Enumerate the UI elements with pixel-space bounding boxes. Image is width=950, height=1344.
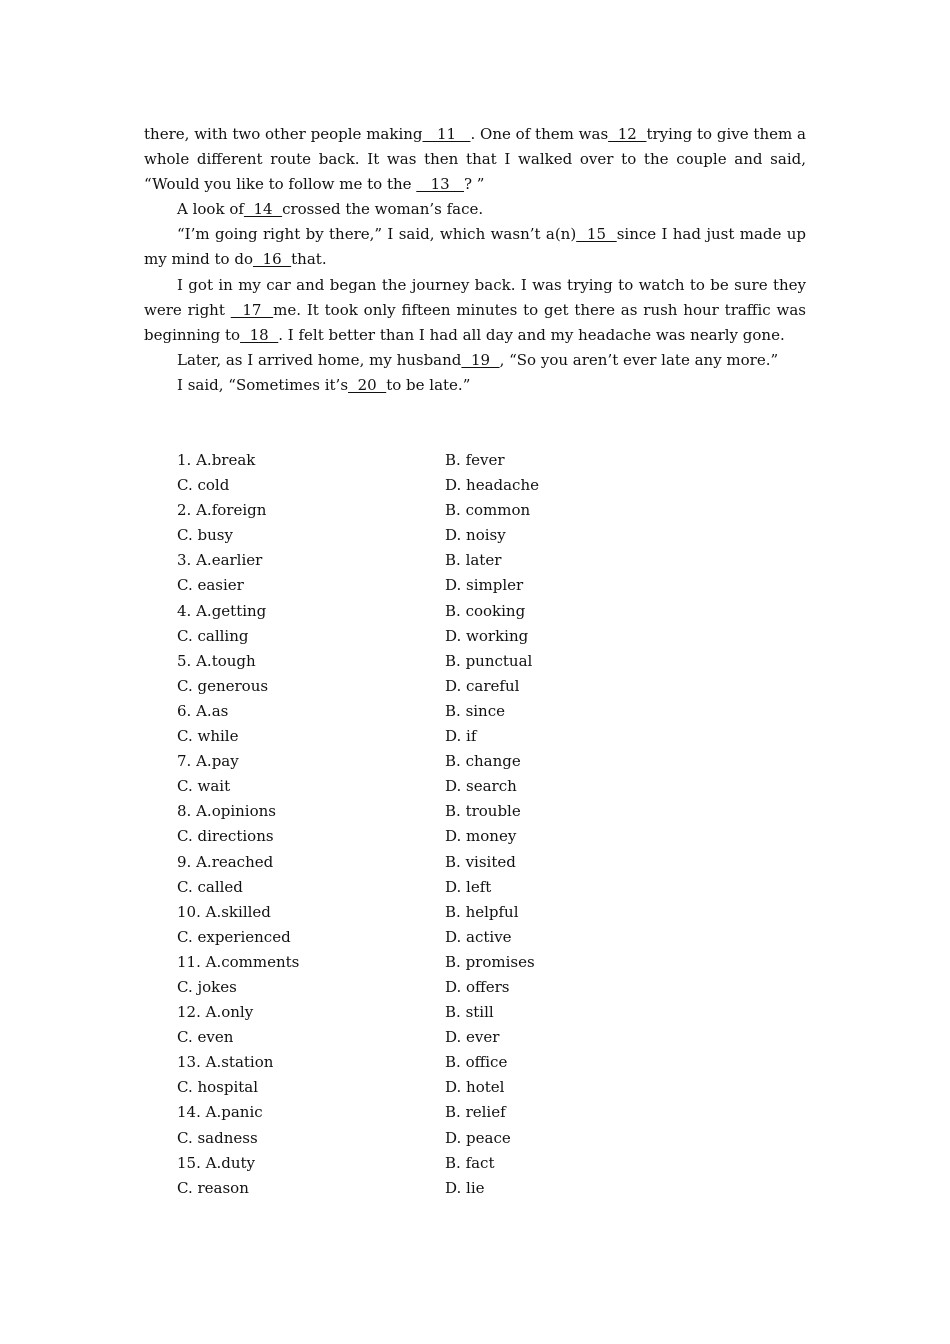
option-text: common (465, 501, 531, 520)
option-row (177, 900, 677, 925)
option-text: even (197, 1028, 234, 1047)
option-c (177, 523, 445, 548)
option-text: ever (466, 1028, 500, 1047)
option-letter: D. (445, 1128, 467, 1147)
option-letter: B. (445, 601, 466, 620)
option-text: 7. (177, 752, 192, 771)
option-letter: B. (445, 752, 466, 771)
option-letter: A. (191, 651, 212, 670)
passage-paragraph (144, 222, 806, 272)
option-letter: B. (445, 501, 466, 520)
option-text: lie (466, 1178, 485, 1197)
option-row (177, 1075, 677, 1100)
option-letter: C. (177, 777, 198, 796)
option-row (177, 523, 677, 548)
option-row (177, 749, 677, 774)
option-c (177, 724, 445, 749)
option-letter: D. (445, 576, 467, 595)
option-row (177, 724, 677, 749)
blank-number: 17 (230, 300, 274, 319)
option-text: 13. (177, 1053, 201, 1072)
option-row (177, 1000, 677, 1025)
option-text: if (466, 727, 477, 746)
option-letter: C. (177, 1128, 198, 1147)
option-text: break (211, 451, 256, 469)
option-letter: C. (177, 927, 198, 946)
option-b (445, 900, 677, 925)
passage-text: me. It took only fifteen minutes to get there as rush hour traffic was beginning to (144, 300, 806, 344)
option-text: search (466, 777, 517, 796)
option-d (445, 824, 677, 849)
option-row (177, 649, 677, 674)
option-text: 6. (177, 701, 192, 720)
option-text: 1. (177, 451, 192, 469)
option-text: as (211, 701, 229, 720)
passage-paragraph (144, 373, 806, 398)
option-row (177, 875, 677, 900)
option-letter: B. (445, 451, 466, 469)
option-text: cold (197, 476, 230, 495)
passage-text: ? ” (463, 175, 485, 194)
option-text: still (465, 1003, 494, 1022)
option-row (177, 699, 677, 724)
passage-text: trying to give them a whole different route back. It was then that I walked over to the couple and said, “Would you like to follow me to the (144, 125, 806, 194)
option-letter: D. (445, 1078, 467, 1097)
option-letter: D. (445, 727, 467, 746)
option-text: later (465, 551, 502, 570)
option-letter: C. (177, 626, 198, 645)
option-text: hotel (466, 1078, 505, 1097)
option-d (445, 1126, 677, 1151)
option-row (177, 799, 677, 824)
option-a (177, 649, 445, 674)
option-text: trouble (465, 802, 521, 821)
option-letter: C. (177, 576, 198, 595)
option-a (177, 1050, 445, 1075)
option-b (445, 448, 677, 473)
option-row (177, 448, 677, 473)
passage-text: I said, “Sometimes it’s (177, 375, 349, 394)
option-letter: D. (445, 1178, 467, 1197)
passage-text: since I had just made up my mind to do (144, 225, 806, 269)
option-b (445, 1100, 677, 1125)
option-row (177, 774, 677, 799)
option-letter: A. (191, 852, 212, 871)
option-text: while (197, 727, 239, 746)
option-letter: C. (177, 877, 198, 896)
option-text: skilled (221, 902, 271, 921)
option-letter: D. (445, 626, 467, 645)
passage-text: , “So you aren’t ever late any more.” (499, 350, 779, 369)
option-a (177, 950, 445, 975)
option-a (177, 448, 445, 473)
option-b (445, 498, 677, 523)
option-text: careful (466, 676, 520, 695)
option-letter: A. (191, 451, 212, 469)
option-d (445, 523, 677, 548)
option-text: fact (465, 1153, 495, 1172)
option-text: busy (197, 526, 233, 545)
option-text: calling (197, 626, 249, 645)
passage-text: I got in my car and began the journey back. I was trying to watch to be sure they were right (144, 275, 806, 319)
option-text: getting (211, 601, 267, 620)
option-row (177, 624, 677, 649)
option-letter: A. (191, 701, 212, 720)
option-d (445, 975, 677, 1000)
option-c (177, 1126, 445, 1151)
option-text: left (466, 877, 492, 896)
option-c (177, 875, 445, 900)
option-letter: D. (445, 476, 467, 495)
option-d (445, 1075, 677, 1100)
option-row (177, 950, 677, 975)
option-b (445, 1000, 677, 1025)
option-letter: A. (200, 952, 222, 971)
option-d (445, 925, 677, 950)
option-d (445, 774, 677, 799)
option-text: change (465, 752, 521, 771)
option-row (177, 1025, 677, 1050)
option-letter: C. (177, 1028, 198, 1047)
option-letter: D. (445, 526, 467, 545)
option-c (177, 674, 445, 699)
option-text: directions (197, 827, 274, 846)
blank-number: 12 (608, 125, 647, 143)
option-text: experienced (197, 927, 291, 946)
option-letter: B. (445, 952, 466, 971)
option-text: pay (211, 752, 239, 771)
option-text: active (466, 927, 512, 946)
blank-number: 16 (252, 250, 292, 269)
option-text: reached (211, 852, 274, 871)
option-a (177, 749, 445, 774)
option-row (177, 473, 677, 498)
option-text: cooking (465, 601, 526, 620)
option-c (177, 925, 445, 950)
blank-number: 20 (348, 375, 387, 394)
option-row (177, 498, 677, 523)
option-text: since (465, 701, 505, 720)
option-b (445, 850, 677, 875)
passage-text: to be late.” (386, 375, 471, 394)
option-row (177, 925, 677, 950)
option-text: duty (221, 1153, 255, 1172)
option-letter: A. (191, 501, 212, 520)
option-d (445, 573, 677, 598)
option-letter: D. (445, 977, 467, 996)
passage-text: A look of (177, 200, 244, 219)
option-text: station (221, 1053, 274, 1072)
option-text: peace (466, 1128, 511, 1147)
option-c (177, 624, 445, 649)
option-row (177, 824, 677, 849)
option-letter: C. (177, 526, 198, 545)
passage-text: that. (291, 250, 327, 269)
option-text: visited (465, 852, 516, 871)
passage-text: “I’m going right by there,” I said, which wasn’t a(n) (177, 225, 577, 244)
option-b (445, 699, 677, 724)
option-text: called (197, 877, 243, 896)
option-text: promises (465, 952, 535, 971)
option-text: 10. (177, 902, 201, 921)
option-text: 3. (177, 551, 192, 570)
option-row (177, 1100, 677, 1125)
option-letter: C. (177, 1178, 198, 1197)
option-letter: B. (445, 651, 466, 670)
option-letter: D. (445, 777, 467, 796)
option-text: 4. (177, 601, 192, 620)
option-text: hospital (197, 1078, 259, 1097)
option-text: earlier (211, 551, 263, 570)
option-text: 14. (177, 1103, 201, 1122)
option-letter: B. (445, 1103, 466, 1122)
option-letter: B. (445, 1003, 466, 1022)
option-letter: C. (177, 827, 198, 846)
option-text: money (466, 827, 517, 846)
option-letter: A. (200, 1003, 222, 1022)
option-text: 11. (177, 952, 201, 971)
option-text: generous (197, 676, 269, 695)
option-letter: D. (445, 676, 467, 695)
option-text: reason (197, 1178, 249, 1197)
option-letter: A. (200, 1153, 222, 1172)
option-letter: B. (445, 802, 466, 821)
option-row (177, 1050, 677, 1075)
option-text: tough (211, 651, 256, 670)
option-d (445, 473, 677, 498)
option-a (177, 548, 445, 573)
option-c (177, 1075, 445, 1100)
option-row (177, 1151, 677, 1176)
passage-text: there, with two other people making (144, 125, 423, 143)
option-d (445, 674, 677, 699)
option-b (445, 749, 677, 774)
option-letter: A. (200, 1053, 222, 1072)
option-a (177, 699, 445, 724)
option-text: foreign (211, 501, 267, 520)
option-a (177, 1100, 445, 1125)
option-letter: A. (200, 1103, 222, 1122)
option-letter: A. (191, 802, 212, 821)
passage-paragraph (144, 122, 806, 197)
answer-options (177, 448, 677, 1201)
cloze-passage (144, 122, 806, 398)
blank-number: 13 (416, 175, 464, 194)
option-row (177, 1176, 677, 1201)
option-text: 12. (177, 1003, 201, 1022)
option-letter: A. (191, 752, 212, 771)
option-text: relief (465, 1103, 506, 1122)
blank-number: 14 (243, 200, 283, 219)
option-letter: A. (191, 551, 212, 570)
option-letter: D. (445, 927, 467, 946)
option-text: sadness (197, 1128, 258, 1147)
option-text: helpful (465, 902, 519, 921)
option-d (445, 624, 677, 649)
option-text: working (466, 626, 529, 645)
option-letter: B. (445, 1153, 466, 1172)
option-letter: C. (177, 1078, 198, 1097)
option-text: opinions (211, 802, 276, 821)
option-letter: D. (445, 877, 467, 896)
option-letter: A. (200, 902, 222, 921)
option-letter: B. (445, 701, 466, 720)
option-row (177, 850, 677, 875)
blank-number: 15 (576, 225, 617, 244)
option-text: only (221, 1003, 254, 1022)
option-text: simpler (466, 576, 524, 595)
passage-paragraph (144, 273, 806, 348)
option-text: wait (197, 777, 231, 796)
option-text: noisy (466, 526, 506, 545)
option-b (445, 1050, 677, 1075)
option-b (445, 1151, 677, 1176)
option-text: headache (466, 476, 539, 495)
option-letter: B. (445, 902, 466, 921)
option-c (177, 824, 445, 849)
option-a (177, 1000, 445, 1025)
passage-paragraph (144, 197, 806, 222)
option-text: fever (465, 451, 505, 469)
option-letter: B. (445, 551, 466, 570)
option-text: easier (197, 576, 244, 595)
option-text: 2. (177, 501, 192, 520)
option-b (445, 649, 677, 674)
option-row (177, 599, 677, 624)
blank-number: 11 (422, 125, 471, 143)
option-b (445, 599, 677, 624)
passage-paragraph (144, 348, 806, 373)
option-row (177, 674, 677, 699)
option-text: panic (221, 1103, 263, 1122)
option-row (177, 573, 677, 598)
option-b (445, 548, 677, 573)
option-c (177, 1176, 445, 1201)
option-letter: C. (177, 977, 198, 996)
option-row (177, 548, 677, 573)
option-c (177, 774, 445, 799)
option-text: 5. (177, 651, 192, 670)
option-text: offers (466, 977, 510, 996)
option-d (445, 1025, 677, 1050)
option-text: comments (221, 952, 300, 971)
option-letter: B. (445, 1053, 466, 1072)
option-text: jokes (197, 977, 237, 996)
passage-text: . One of them was (470, 125, 609, 143)
option-text: 8. (177, 802, 192, 821)
option-b (445, 799, 677, 824)
option-a (177, 799, 445, 824)
option-d (445, 875, 677, 900)
option-text: 9. (177, 852, 192, 871)
option-d (445, 724, 677, 749)
option-row (177, 975, 677, 1000)
option-letter: B. (445, 852, 466, 871)
option-c (177, 573, 445, 598)
option-row (177, 1126, 677, 1151)
option-letter: D. (445, 1028, 467, 1047)
option-a (177, 599, 445, 624)
option-text: office (465, 1053, 508, 1072)
option-text: punctual (465, 651, 533, 670)
option-a (177, 850, 445, 875)
blank-number: 18 (240, 325, 279, 344)
blank-number: 19 (461, 350, 500, 369)
passage-text: crossed the woman’s face. (282, 200, 484, 219)
option-b (445, 950, 677, 975)
option-text: 15. (177, 1153, 201, 1172)
option-c (177, 473, 445, 498)
option-letter: D. (445, 827, 467, 846)
option-a (177, 900, 445, 925)
option-letter: A. (191, 601, 212, 620)
option-c (177, 975, 445, 1000)
option-a (177, 498, 445, 523)
option-letter: C. (177, 476, 198, 495)
option-letter: C. (177, 727, 198, 746)
option-d (445, 1176, 677, 1201)
passage-text: . I felt better than I had all day and my headache was nearly gone. (278, 325, 785, 344)
option-a (177, 1151, 445, 1176)
passage-text: Later, as I arrived home, my husband (177, 350, 462, 369)
option-letter: C. (177, 676, 198, 695)
option-c (177, 1025, 445, 1050)
